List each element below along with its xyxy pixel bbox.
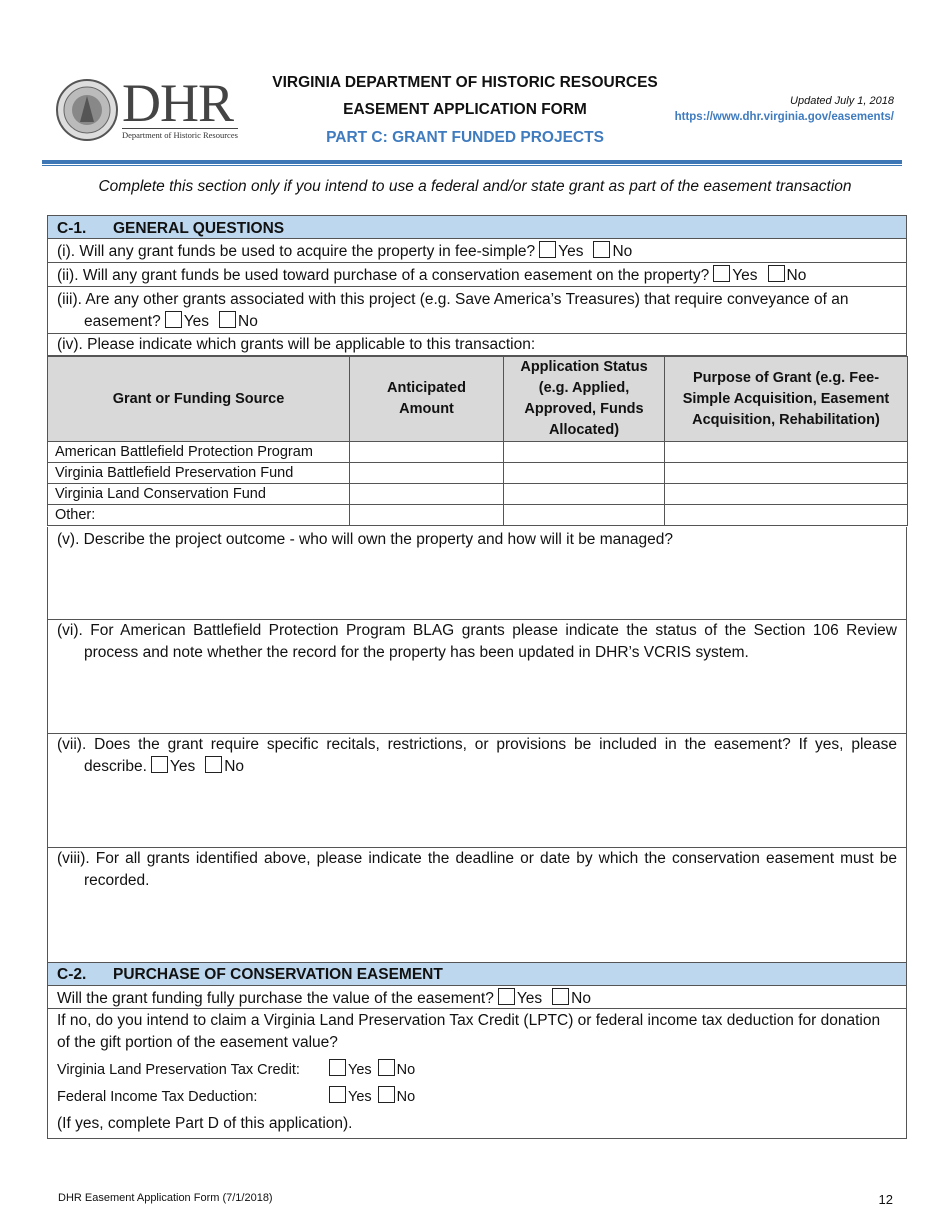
federal-no-checkbox[interactable]	[378, 1086, 395, 1103]
no-label: No	[238, 313, 258, 330]
status-cell[interactable]	[504, 505, 665, 526]
lptc-yes-checkbox[interactable]	[329, 1059, 346, 1076]
part-title: PART C: GRANT FUNDED PROJECTS	[326, 129, 604, 146]
status-cell[interactable]	[504, 442, 665, 463]
no-label: No	[396, 1062, 416, 1078]
amount-cell[interactable]	[350, 442, 504, 463]
question-c2-tax-credit	[47, 1009, 907, 1139]
question-ii	[47, 263, 907, 287]
header-rule	[42, 160, 902, 164]
grants-table	[47, 356, 908, 526]
no-checkbox[interactable]	[552, 988, 569, 1005]
table-row	[48, 442, 908, 463]
question-text: (v). Describe the project outcome - who will own the property and how will it be managed?	[57, 531, 673, 548]
question-text: (vii). Does the grant require specific recitals, restrictions, or provisions be included in the easement? If yes, please describe.	[57, 736, 897, 775]
question-text: If no, do you intend to claim a Virginia Land Preservation Tax Credit (LPTC) or federal income tax deduction for donation of the gift portion of the easement value?	[57, 1012, 881, 1051]
no-label: No	[396, 1089, 416, 1105]
federal-deduction-row	[57, 1086, 897, 1109]
no-label: No	[786, 267, 807, 284]
question-text: (iii). Are any other grants associated with this project (e.g. Save America’s Treasures) that require conveyance of an easement?	[57, 291, 849, 330]
amount-cell[interactable]	[350, 484, 504, 505]
section-number: C-2.	[57, 966, 87, 983]
yes-label: Yes	[169, 758, 196, 775]
yes-checkbox[interactable]	[713, 265, 730, 282]
federal-yes-checkbox[interactable]	[329, 1086, 346, 1103]
question-v[interactable]	[47, 527, 907, 620]
purpose-cell[interactable]	[665, 505, 908, 526]
federal-deduction-label: Federal Income Tax Deduction:	[57, 1089, 258, 1105]
status-cell[interactable]	[504, 484, 665, 505]
no-checkbox[interactable]	[593, 241, 610, 258]
question-iv	[47, 334, 907, 356]
col-header-status	[504, 357, 665, 442]
yes-label: Yes	[516, 990, 543, 1007]
yes-label: Yes	[348, 1062, 372, 1078]
yes-checkbox[interactable]	[539, 241, 556, 258]
lptc-row	[57, 1059, 897, 1082]
question-text: (viii). For all grants identified above, please indicate the deadline or date by which the conservation easement must be recorded.	[57, 850, 897, 889]
col-header-status-text: Application Status (e.g. Applied, Approved, Funds Allocated)	[520, 359, 648, 438]
grant-source-cell: Virginia Land Conservation Fund	[48, 484, 350, 505]
purpose-cell[interactable]	[665, 463, 908, 484]
amount-cell[interactable]	[350, 463, 504, 484]
question-vii[interactable]	[47, 734, 907, 848]
updated-date: Updated July 1, 2018	[790, 95, 894, 107]
yes-checkbox[interactable]	[151, 756, 168, 773]
question-viii[interactable]	[47, 848, 907, 963]
yes-checkbox[interactable]	[498, 988, 515, 1005]
part-d-note: (If yes, complete Part D of this application).	[57, 1115, 353, 1132]
section-title: PURCHASE OF CONSERVATION EASEMENT	[113, 966, 443, 983]
grants-table-header	[48, 357, 908, 442]
section-c2-header	[47, 963, 907, 986]
grant-source-cell: American Battlefield Protection Program	[48, 442, 350, 463]
section-c1-header	[47, 215, 907, 239]
no-checkbox[interactable]	[205, 756, 222, 773]
col-header-source: Grant or Funding Source	[48, 357, 350, 442]
lptc-label: Virginia Land Preservation Tax Credit:	[57, 1062, 300, 1078]
question-text: Will the grant funding fully purchase the value of the easement?	[57, 990, 494, 1007]
no-checkbox[interactable]	[768, 265, 785, 282]
question-c2-full-purchase	[47, 986, 907, 1009]
table-row	[48, 484, 908, 505]
section-title: GENERAL QUESTIONS	[113, 220, 285, 237]
purpose-cell[interactable]	[665, 484, 908, 505]
table-row	[48, 505, 908, 526]
lptc-no-checkbox[interactable]	[378, 1059, 395, 1076]
status-cell[interactable]	[504, 463, 665, 484]
yes-label: Yes	[558, 243, 584, 260]
grant-source-cell: Virginia Battlefield Preservation Fund	[48, 463, 350, 484]
question-text: (ii). Will any grant funds be used toward purchase of a conservation easement on the property?	[57, 267, 710, 284]
grant-source-cell: Other:	[48, 505, 350, 526]
form-title: EASEMENT APPLICATION FORM	[343, 101, 587, 118]
yes-label: Yes	[732, 267, 758, 284]
easements-link[interactable]: https://www.dhr.virginia.gov/easements/	[674, 111, 894, 123]
question-vi[interactable]	[47, 620, 907, 734]
dhr-logo	[56, 73, 241, 142]
table-row	[48, 463, 908, 484]
section-number: C-1.	[57, 220, 87, 237]
no-label: No	[571, 990, 591, 1007]
col-header-amount-text: Anticipated Amount	[387, 380, 466, 417]
col-header-amount	[350, 357, 504, 442]
no-label: No	[224, 758, 245, 775]
purpose-cell[interactable]	[665, 442, 908, 463]
col-header-purpose	[665, 357, 908, 442]
question-text: (vi). For American Battlefield Protection Program BLAG grants please indicate the status of the Section 106 Review process and note whether the record for the property has been updated in DHR’s VCRIS system.	[57, 622, 897, 661]
yes-checkbox[interactable]	[165, 311, 182, 328]
amount-cell[interactable]	[350, 505, 504, 526]
section-instructions: Complete this section only if you intend to use a federal and/or state grant as part of the easement transaction	[98, 178, 852, 195]
question-i	[47, 239, 907, 263]
col-header-purpose-text: Purpose of Grant (e.g. Fee-Simple Acquisition, Easement Acquisition, Rehabilitation)	[682, 369, 890, 428]
question-iii	[47, 287, 907, 334]
yes-label: Yes	[348, 1089, 372, 1105]
question-text: (i). Will any grant funds be used to acquire the property in fee-simple?	[57, 243, 536, 260]
logo-text: DHR	[122, 73, 234, 133]
question-text: (iv). Please indicate which grants will be applicable to this transaction:	[57, 336, 536, 353]
no-checkbox[interactable]	[219, 311, 236, 328]
yes-label: Yes	[183, 313, 209, 330]
no-label: No	[612, 243, 633, 260]
page-number: 12	[878, 1192, 893, 1207]
header-rule-thin	[42, 165, 902, 166]
logo-subtext: Department of Historic Resources	[122, 130, 238, 140]
footer-form-name: DHR Easement Application Form (7/1/2018)	[58, 1192, 273, 1204]
agency-title: VIRGINIA DEPARTMENT OF HISTORIC RESOURCES	[272, 74, 658, 91]
